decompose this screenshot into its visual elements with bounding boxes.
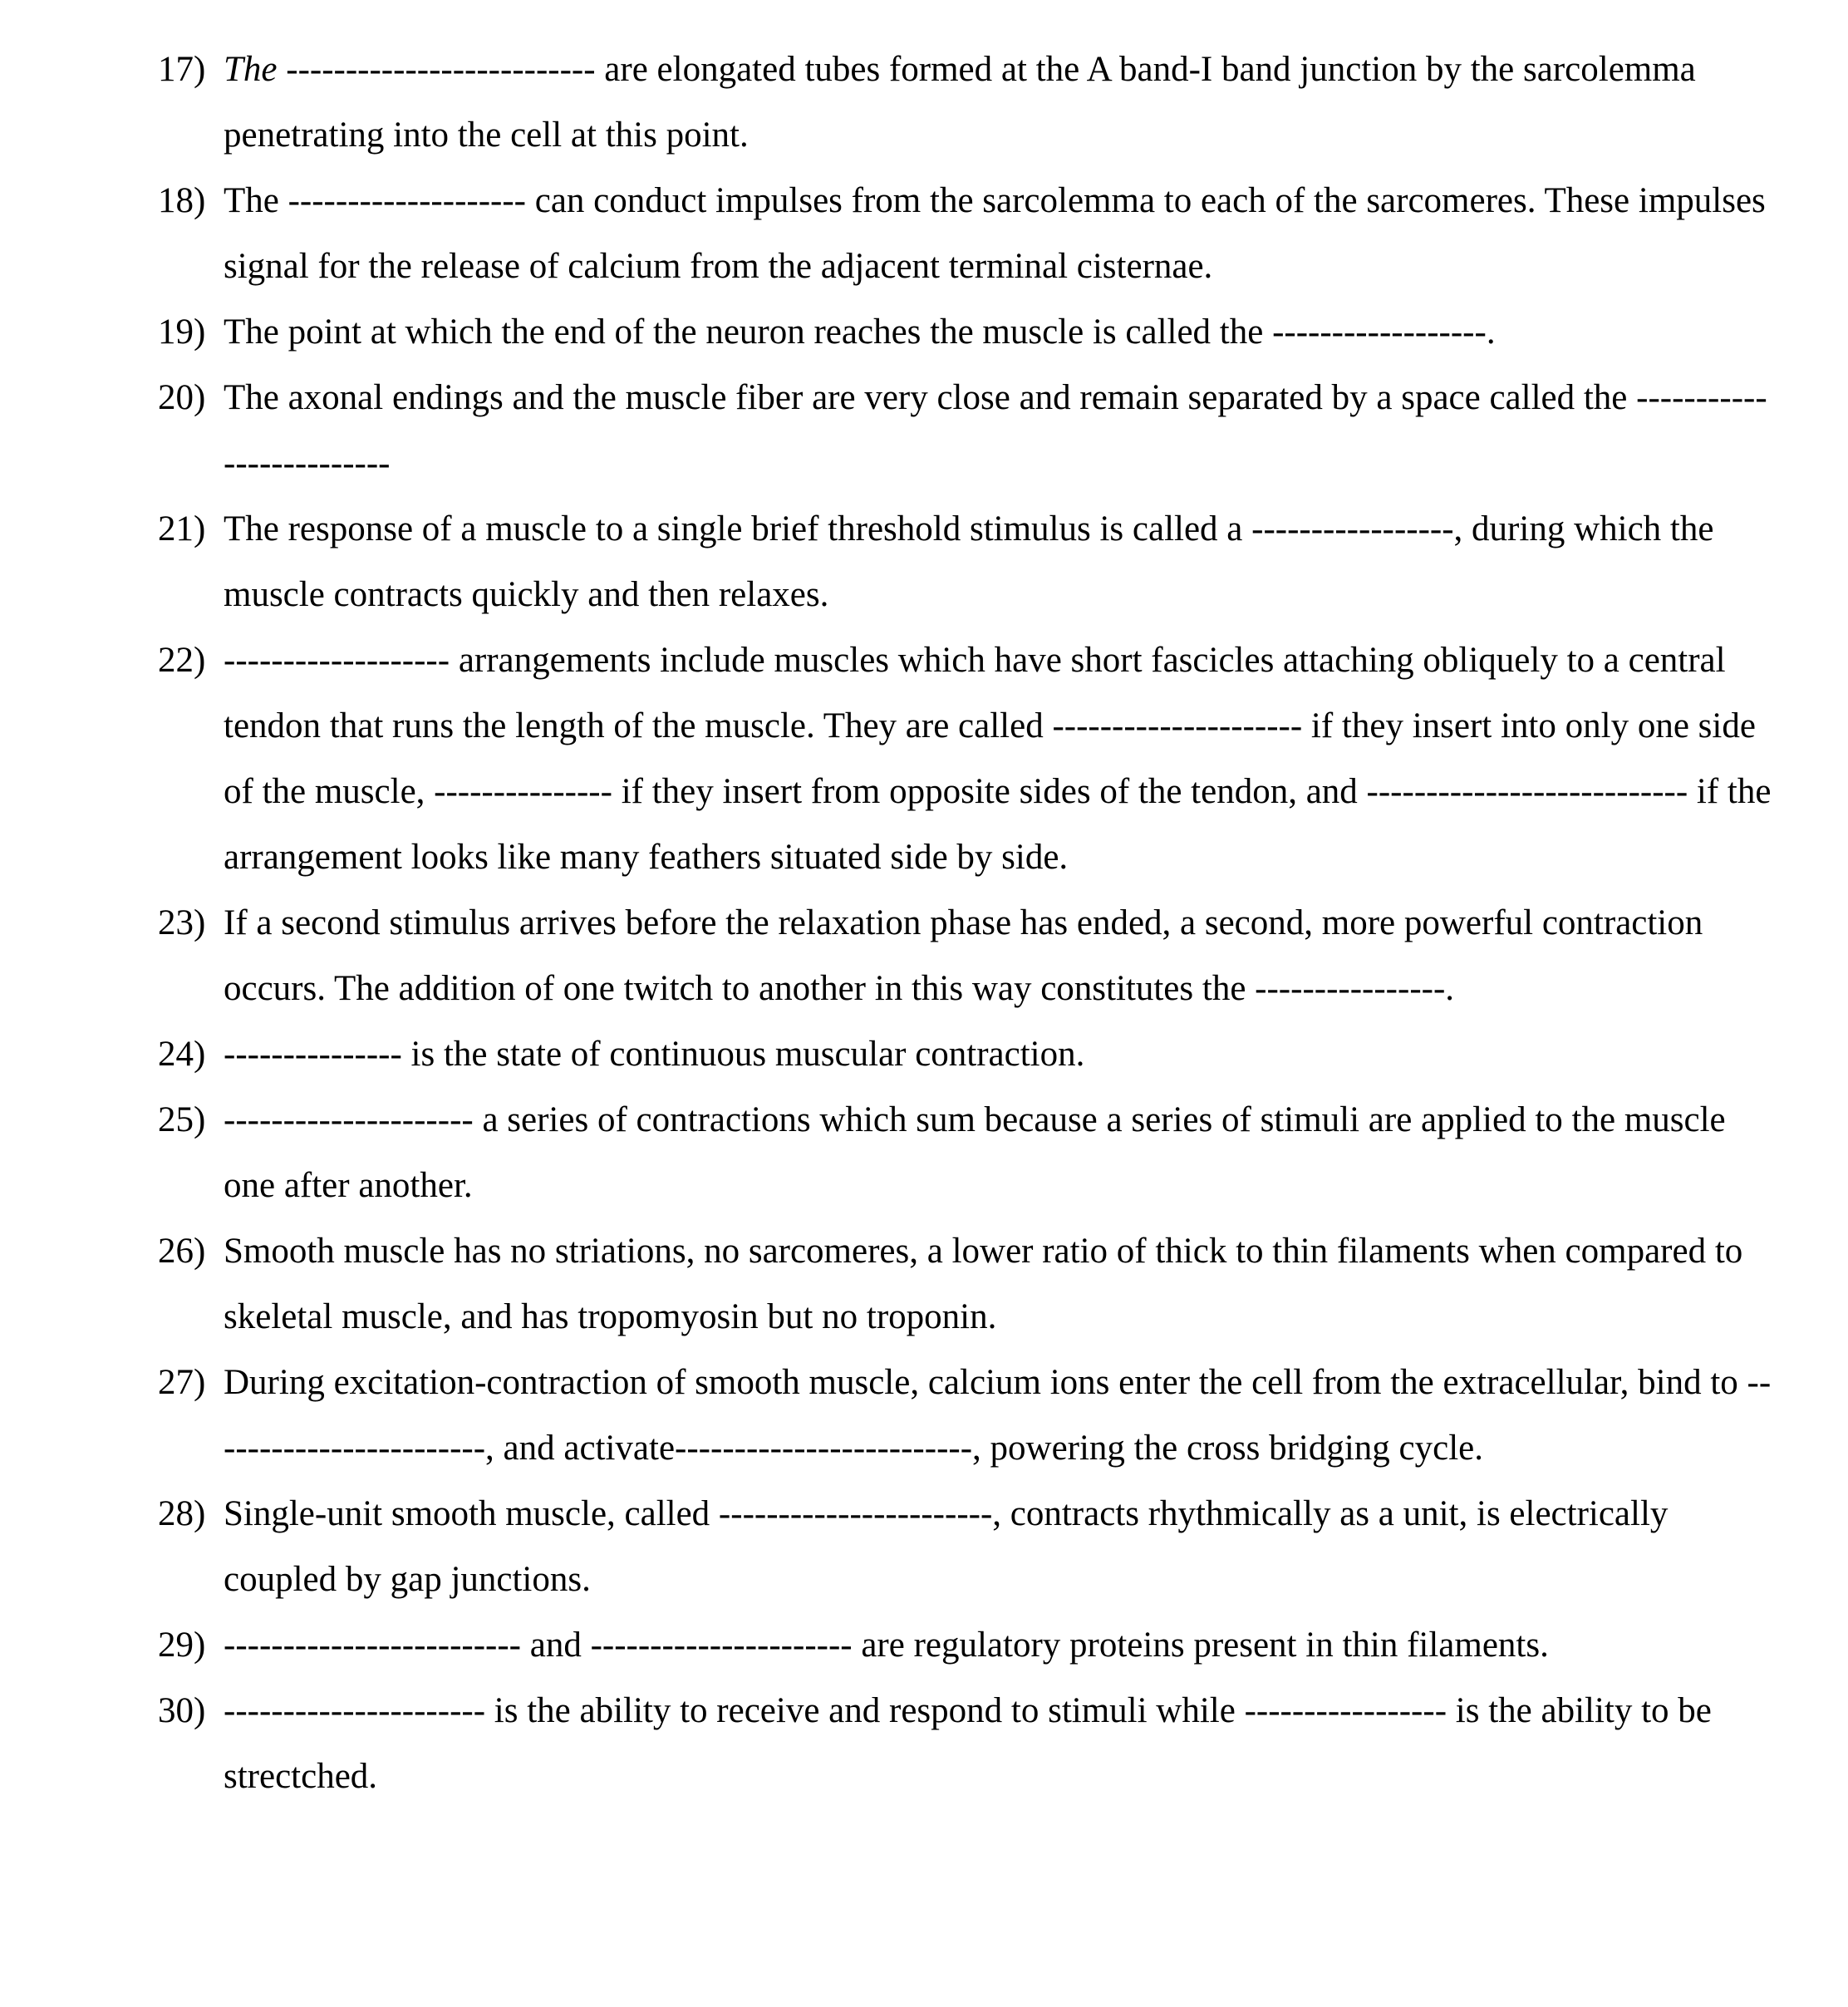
question-text: During excitation-contraction of smooth muscle, calcium ions enter the cell from the extracellular, bind to ------------------------, and activate-------------------------, powering the cross bridging cycle.	[224, 1363, 1772, 1468]
question-body: -------------------------- are elongated tubes formed at the A band-I band junction by the sarcolemma penetrating into the cell at this point.	[224, 50, 1696, 155]
question-text: The point at which the end of the neuron reaches the muscle is called the ------------------.	[224, 312, 1496, 352]
question-number: 27)	[158, 1363, 206, 1402]
question-number: 25)	[158, 1100, 206, 1139]
question-24	[158, 1021, 1778, 1087]
question-text: If a second stimulus arrives before the relaxation phase has ended, a second, more powerful contraction occurs. The addition of one twitch to another in this way constitutes the ----------------.	[224, 903, 1703, 1008]
question-text: ---------------------- is the ability to receive and respond to stimuli while ----------------- is the ability to be strectched.	[224, 1691, 1712, 1796]
question-19	[158, 299, 1778, 365]
question-text: ------------------------- and ---------------------- are regulatory proteins present in thin filaments.	[224, 1626, 1549, 1665]
question-number: 29)	[158, 1626, 206, 1665]
question-number: 28)	[158, 1494, 206, 1533]
question-text: --------------------- a series of contractions which sum because a series of stimuli are applied to the muscle one after another.	[224, 1100, 1726, 1205]
question-text: The -------------------- can conduct impulses from the sarcolemma to each of the sarcomeres. These impulses signal for the release of calcium from the adjacent terminal cisternae.	[224, 181, 1766, 286]
question-28	[158, 1481, 1778, 1612]
question-text: The response of a muscle to a single brief threshold stimulus is called a -----------------, during which the muscle contracts quickly and then relaxes.	[224, 509, 1714, 614]
question-22	[158, 627, 1778, 890]
question-number: 23)	[158, 903, 206, 942]
question-text: Smooth muscle has no striations, no sarcomeres, a lower ratio of thick to thin filaments when compared to skeletal muscle, and has tropomyosin but no troponin.	[224, 1232, 1743, 1336]
question-number: 22)	[158, 641, 206, 680]
question-number: 20)	[158, 378, 206, 417]
question-text: The axonal endings and the muscle fiber are very close and remain separated by a space called the -------------------------	[224, 378, 1767, 483]
question-number: 30)	[158, 1691, 206, 1730]
question-21	[158, 496, 1778, 627]
question-25	[158, 1087, 1778, 1218]
question-17	[158, 37, 1778, 168]
question-20	[158, 365, 1778, 496]
question-number: 19)	[158, 312, 206, 352]
question-23	[158, 890, 1778, 1021]
question-29	[158, 1612, 1778, 1678]
question-27	[158, 1350, 1778, 1481]
question-number: 26)	[158, 1232, 206, 1271]
question-list	[158, 37, 1778, 1809]
question-lead-italic: The	[224, 50, 278, 89]
question-18	[158, 168, 1778, 299]
question-text: Single-unit smooth muscle, called -----------------------, contracts rhythmically as a unit, is electrically coupled by gap junctions.	[224, 1494, 1669, 1599]
question-number: 18)	[158, 181, 206, 220]
question-text	[224, 37, 1778, 168]
question-number: 21)	[158, 509, 206, 548]
question-30	[158, 1678, 1778, 1809]
question-number: 17)	[158, 50, 206, 89]
question-26	[158, 1218, 1778, 1350]
question-text: --------------- is the state of continuous muscular contraction.	[224, 1035, 1085, 1074]
question-text: ------------------- arrangements include muscles which have short fascicles attaching obliquely to a central tendon that runs the length of the muscle. They are called --------------------- if they insert into only one side of the muscle, --------------- if they insert from opposite sides of the tendon, and --------------------------- if the arrangement looks like many feathers situated side by side.	[224, 641, 1772, 877]
question-number: 24)	[158, 1035, 206, 1074]
